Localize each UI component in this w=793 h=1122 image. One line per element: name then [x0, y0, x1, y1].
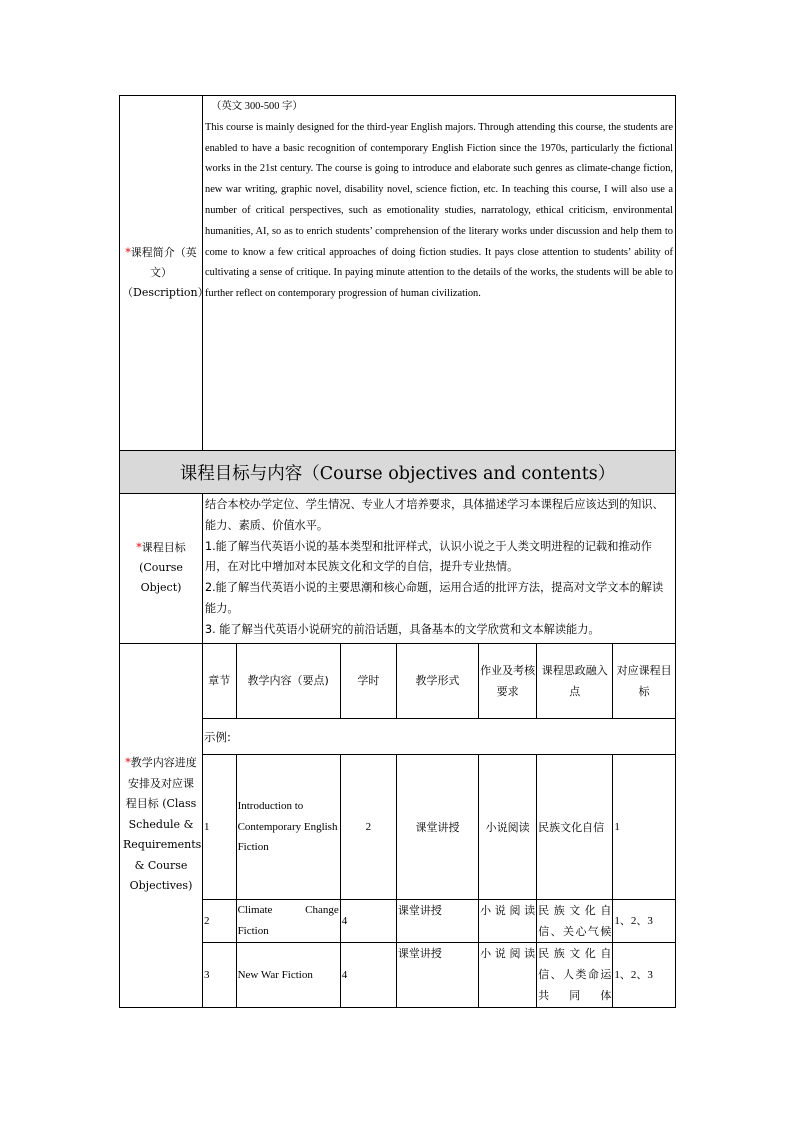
objective-2: 2.能了解当代英语小说的主要思潮和核心命题，运用合适的批评方法，提高对文学文本的解读能力。: [205, 581, 664, 615]
row1-content: Introduction to Contemporary English Fiction: [236, 755, 340, 900]
description-label-cell: *课程简介（英文） （Description）: [120, 96, 203, 451]
row2-ideology: 民族文化自信、关心气候: [537, 900, 613, 943]
row2-content: Climate Change Fiction: [236, 900, 340, 943]
row2-objective: 1、2、3: [613, 900, 675, 943]
description-row: [120, 96, 676, 451]
row1-objective: 1: [613, 755, 675, 900]
row3-form: 课堂讲授: [396, 943, 478, 1007]
row2-form: 课堂讲授: [396, 900, 478, 943]
schedule-cell: [203, 643, 676, 1007]
word-count-note: （英文 300-500 字）: [211, 101, 303, 112]
header-form: 教学形式: [396, 644, 478, 719]
syllabus-table: [119, 95, 676, 1008]
table-row: [203, 943, 675, 1007]
row1-chapter: 1: [203, 755, 236, 900]
objectives-label-cell: *课程目标 (Course Object): [120, 494, 203, 644]
header-chapter: 章节: [203, 644, 236, 719]
objectives-label-en: (Course Object): [139, 561, 183, 595]
objective-1: 1.能了解当代英语小说的基本类型和批评样式，认识小说之于人类文明进程的记载和推动作用，在对比中增加对本民族文化和文学的自信，提升专业热情。: [205, 539, 652, 574]
row2-hours: 4: [340, 900, 396, 943]
row2-homework: 小说阅读: [479, 900, 537, 943]
header-objective: 对应课程目标: [613, 644, 675, 719]
table-row: [203, 900, 675, 943]
description-label-cn: 课程简介（英文）: [130, 246, 197, 279]
row1-homework: 小说阅读: [479, 755, 537, 900]
header-hours: 学时: [340, 644, 396, 719]
row1-hours: 2: [340, 755, 396, 900]
row3-ideology: 民族文化自信、人类命运共同体: [537, 943, 613, 1007]
header-ideology: 课程思政融入点: [537, 644, 613, 719]
header-content: 教学内容（要点): [236, 644, 340, 719]
example-row: [203, 719, 675, 755]
objectives-text-cell: [203, 494, 676, 644]
schedule-header-row: [203, 644, 675, 719]
schedule-label-cn: 教学内容进度安排及对应课程目标: [125, 756, 197, 811]
schedule-table: [203, 644, 675, 1007]
description-text: This course is mainly designed for the third-year English majors. Through attending this course, the students are enabled to have a basic recognition of contemporary English Fiction since the 1970s, particularly the fictional works in the 21st century. The course is going to introduce and elaborate such genres as climate-change fiction, new war writing, graphic novel, disability novel, science fiction, etc. In teaching this course, I will also use a number of critical perspectives, such as emotionality studies, narratology, ethical criticism, environmental humanities, AI, so as to enrich students’ comprehension of the literary works under discussion and help them to come to know a few critical approaches of doing fiction studies. It pays close attention to students’ ability of cultivating a sense of critique. In paying minute attention to the details of the works, the students will be able to further reflect on contemporary progression of human civilization.: [205, 121, 673, 300]
row3-chapter: 3: [203, 943, 236, 1007]
section-header-row: [120, 451, 676, 494]
schedule-label-cell: *教学内容进度安排及对应课程目标 (Class Schedule & Requirements & Course Objectives): [120, 643, 203, 1007]
row1-ideology: 民族文化自信: [537, 755, 613, 900]
objectives-row: [120, 494, 676, 644]
header-homework: 作业及考核要求: [479, 644, 537, 719]
row3-homework: 小说阅读: [479, 943, 537, 1007]
row3-content: New War Fiction: [236, 943, 340, 1007]
row1-form: 课堂讲授: [396, 755, 478, 900]
objective-3: 3. 能了解当代英语小说研究的前沿话题，具备基本的文学欣赏和文本解读能力。: [205, 622, 600, 636]
section-header: 课程目标与内容（Course objectives and contents）: [120, 451, 676, 494]
row3-hours: 4: [340, 943, 396, 1007]
objectives-label-cn: 课程目标: [141, 541, 186, 555]
table-row: [203, 755, 675, 900]
objectives-intro: 结合本校办学定位、学生情况、专业人才培养要求，具体描述学习本课程后应该达到的知识、能力、素质、价值水平。: [205, 498, 664, 532]
schedule-label-en: (Class Schedule & Requirements & Course Objectives): [123, 797, 202, 893]
example-label: 示例:: [203, 719, 675, 755]
description-text-cell: [203, 96, 676, 451]
row3-objective: 1、2、3: [613, 943, 675, 1007]
row2-chapter: 2: [203, 900, 236, 943]
schedule-row: [120, 643, 676, 1007]
description-label-en: （Description）: [122, 286, 209, 299]
